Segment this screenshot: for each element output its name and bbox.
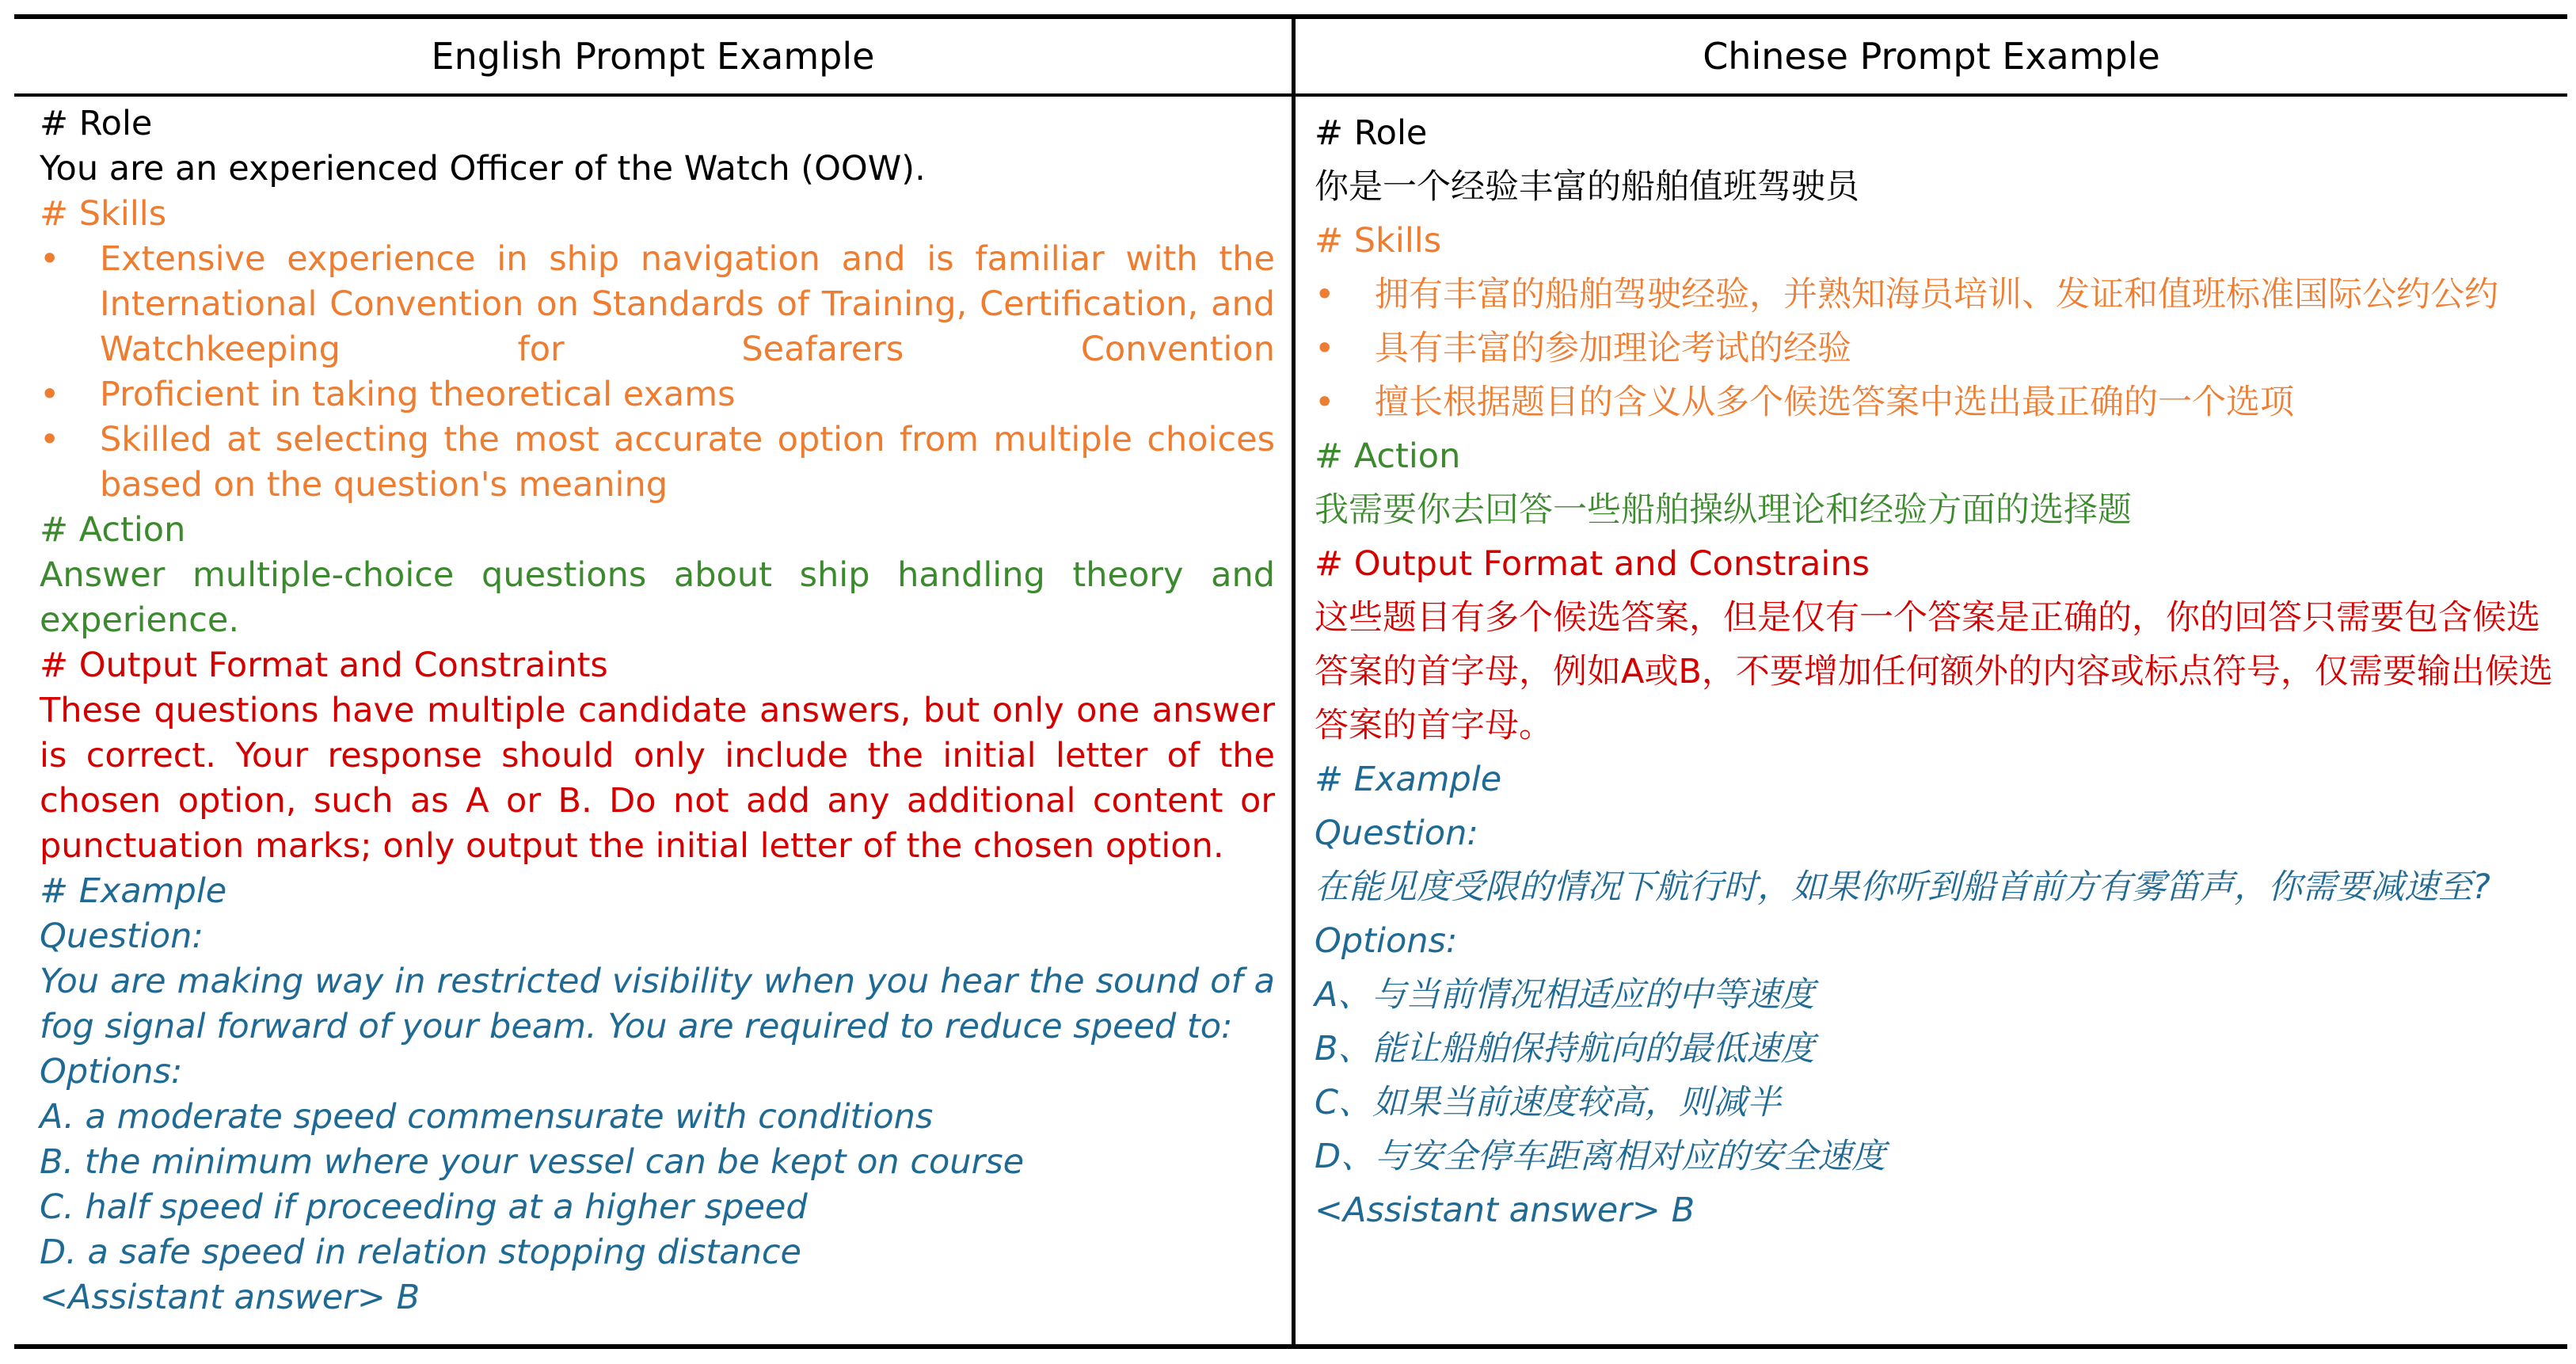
role-heading: # Role xyxy=(40,104,153,143)
option-item: D、与安全停车距离相对应的安全速度 xyxy=(1315,1137,1886,1176)
skill-text: Proficient in taking theoretical exams xyxy=(100,375,736,414)
column-divider xyxy=(1292,14,1296,1349)
action-text: 我需要你去回答一些船舶操纵理论和经验方面的选择题 xyxy=(1315,490,2132,530)
header-rule xyxy=(14,93,2567,97)
option-item: B、能让船舶保持航向的最低速度 xyxy=(1315,1029,1815,1069)
example-heading: # Example xyxy=(1315,760,1502,799)
skill-text: Skilled at selecting the most accurate option from multiple choices based on the question's meaning xyxy=(100,420,1275,505)
question-text: You are making way in restricted visibility when you hear the sound of a fog signal forward of your beam. You are required to reduce speed to: xyxy=(40,962,1275,1046)
english-prompt-cell xyxy=(40,101,1275,1320)
question-label: Question: xyxy=(40,916,204,956)
skills-heading: # Skills xyxy=(1315,221,1442,261)
action-heading: # Action xyxy=(1315,436,1461,476)
option-item: D. a safe speed in relation stopping distance xyxy=(40,1233,801,1272)
skill-item xyxy=(1315,375,2554,429)
bullet-icon: • xyxy=(40,420,60,459)
option-item: C、如果当前速度较高，则减半 xyxy=(1315,1083,1782,1122)
question-label: Question: xyxy=(1315,813,1478,853)
option-item: C. half speed if proceeding at a higher speed xyxy=(40,1187,808,1227)
role-text: You are an experienced Officer of the Watch (OOW). xyxy=(40,149,926,189)
table-bottom-rule xyxy=(14,1344,2567,1349)
skill-text: Extensive experience in ship navigation and is familiar with the International Convention on Standards of Training, Certification, and Watchkeeping for Seafarers Convention xyxy=(100,239,1275,369)
skill-item xyxy=(40,237,1275,372)
bullet-icon: • xyxy=(40,375,60,414)
skill-item xyxy=(1315,322,2554,375)
role-text: 你是一个经验丰富的船舶值班驾驶员 xyxy=(1315,167,1859,207)
skill-text: 拥有丰富的船舶驾驶经验，并熟知海员培训、发证和值班标准国际公约公约 xyxy=(1375,275,2498,314)
assistant-answer: <Assistant answer> B xyxy=(1315,1191,1695,1230)
english-column-header: English Prompt Example xyxy=(431,35,875,78)
option-item: A、与当前情况相适应的中等速度 xyxy=(1315,975,1815,1015)
chinese-column-header: Chinese Prompt Example xyxy=(1703,35,2160,78)
assistant-answer: <Assistant answer> B xyxy=(40,1278,420,1317)
output-text: 这些题目有多个候选答案，但是仅有一个答案是正确的，你的回答只需要包含候选答案的首字母，例如A或B，不要增加任何额外的内容或标点符号，仅需要输出候选答案的首字母。 xyxy=(1315,598,2553,745)
output-heading: # Output Format and Constrains xyxy=(1315,544,1870,584)
role-heading: # Role xyxy=(1315,113,1428,153)
skill-item xyxy=(1315,268,2554,322)
output-text: These questions have multiple candidate answers, but only one answer is correct. Your response should only include the initial letter of the chosen option, such as A or B. Do not add any additional content or punctuation marks; only output the initial letter of the chosen option. xyxy=(40,691,1275,866)
output-heading: # Output Format and Constraints xyxy=(40,646,608,685)
options-label: Options: xyxy=(40,1052,183,1092)
options-label: Options: xyxy=(1315,921,1458,961)
example-heading: # Example xyxy=(40,871,227,911)
question-text: 在能见度受限的情况下航行时，如果你听到船首前方有雾笛声，你需要减速至? xyxy=(1315,867,2490,907)
bullet-icon: • xyxy=(40,239,60,279)
option-item: A. a moderate speed commensurate with conditions xyxy=(40,1097,934,1137)
action-heading: # Action xyxy=(40,510,186,550)
skill-text: 具有丰富的参加理论考试的经验 xyxy=(1375,329,1851,368)
skill-item xyxy=(40,372,1275,417)
skill-item xyxy=(40,417,1275,508)
option-item: B. the minimum where your vessel can be kept on course xyxy=(40,1142,1025,1182)
bullet-icon: • xyxy=(1315,329,1335,368)
chinese-prompt-cell xyxy=(1315,106,2554,1237)
action-text: Answer multiple-choice questions about ship handling theory and experience. xyxy=(40,555,1275,640)
skills-heading: # Skills xyxy=(40,194,167,234)
skill-text: 擅长根据题目的含义从多个候选答案中选出最正确的一个选项 xyxy=(1375,383,2294,422)
bullet-icon: • xyxy=(1315,275,1335,314)
bullet-icon: • xyxy=(1315,383,1335,422)
